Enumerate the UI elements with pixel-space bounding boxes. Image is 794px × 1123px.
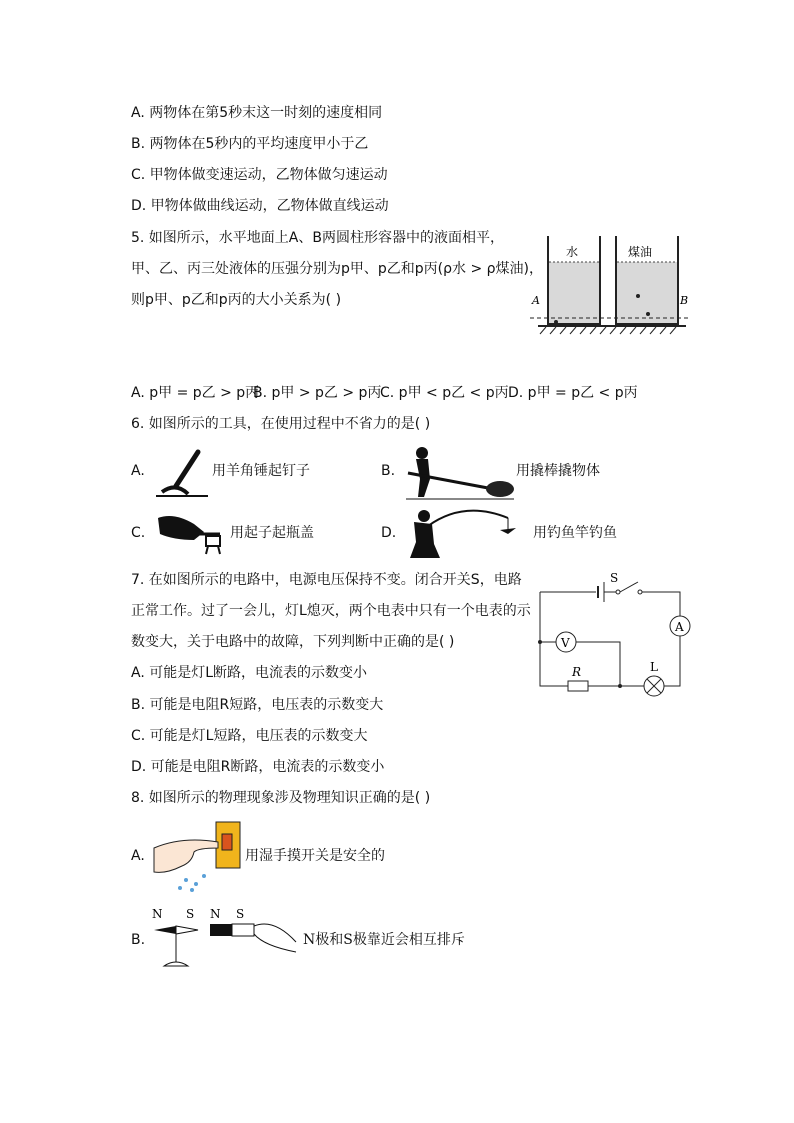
q8-a-text: 用湿手摸开关是安全的 [245, 848, 385, 864]
q6-a-letter: A. [131, 463, 145, 479]
q5-option-d: D. p甲 = p乙 < p丙 [508, 385, 638, 401]
q7-stem-line1: 7. 在如图所示的电路中，电源电压保持不变。闭合开关S，电路 [131, 572, 522, 588]
q6-c-text: 用起子起瓶盖 [230, 525, 314, 541]
q5-label-b: B [680, 294, 689, 307]
q8-label-n1: N [152, 907, 163, 921]
q7-label-r: R [572, 665, 582, 679]
q6-b-text: 用撬棒撬物体 [516, 463, 600, 479]
bottle-opener-image [154, 510, 228, 556]
q7-label-s: S [610, 571, 619, 585]
q7-stem-line3: 数变大，关于电路中的故障，下列判断中正确的是( ) [131, 634, 455, 650]
magnets-image [150, 906, 300, 970]
q6-d-letter: D. [381, 525, 397, 541]
q6-b-letter: B. [381, 463, 396, 479]
wet-hand-switch-image [152, 818, 244, 894]
q8-b-letter: B. [131, 932, 146, 948]
q4-option-c: C. 甲物体做变速运动，乙物体做匀速运动 [131, 167, 388, 183]
q7-option-c: C. 可能是灯L短路，电压表的示数变大 [131, 728, 368, 744]
fishing-rod-image [404, 504, 522, 562]
crowbar-image [404, 445, 516, 501]
q8-label-n2: N [210, 907, 221, 921]
q8-label-s1: S [186, 907, 195, 921]
hammer-image [154, 448, 210, 500]
q5-option-a: A. p甲 = p乙 > p丙 [131, 385, 260, 401]
q7-option-a: A. 可能是灯L断路，电流表的示数变小 [131, 665, 368, 681]
q5-option-c: C. p甲 < p乙 < p丙 [380, 385, 509, 401]
q7-circuit-diagram [532, 570, 698, 700]
q4-option-d: D. 甲物体做曲线运动，乙物体做直线运动 [131, 198, 389, 214]
q5-stem-line2: 甲、乙、丙三处液体的压强分别为p甲、p乙和p丙(ρ水 > ρ煤油)， [131, 261, 543, 277]
q6-stem: 6. 如图所示的工具，在使用过程中不省力的是( ) [131, 416, 431, 432]
q5-label-oil: 煤油 [628, 245, 653, 259]
q5-label-a: A [532, 294, 540, 307]
q8-label-s2: S [236, 907, 245, 921]
q6-d-text: 用钓鱼竿钓鱼 [533, 525, 617, 541]
q8-stem: 8. 如图所示的物理现象涉及物理知识正确的是( ) [131, 790, 431, 806]
q4-option-a: A. 两物体在第5秒末这一时刻的速度相同 [131, 105, 383, 121]
q7-option-d: D. 可能是电阻R断路，电流表的示数变小 [131, 759, 385, 775]
q5-option-b: B. p甲 > p乙 > p丙 [253, 385, 382, 401]
q7-label-ammeter: A [675, 620, 684, 634]
q7-label-voltmeter: V [561, 636, 570, 650]
q4-option-b: B. 两物体在5秒内的平均速度甲小于乙 [131, 136, 369, 152]
q7-label-l: L [650, 660, 658, 674]
q5-stem-line3: 则p甲、p乙和p丙的大小关系为( ) [131, 292, 342, 308]
q5-stem-line1: 5. 如图所示，水平地面上A、B两圆柱形容器中的液面相平， [131, 230, 504, 246]
q7-option-b: B. 可能是电阻R短路，电压表的示数变大 [131, 697, 384, 713]
q7-stem-line2: 正常工作。过了一会儿，灯L熄灭，两个电表中只有一个电表的示 [131, 603, 531, 619]
q8-a-letter: A. [131, 848, 145, 864]
q5-container-figure [528, 234, 694, 342]
q6-c-letter: C. [131, 525, 146, 541]
q8-b-text: N极和S极靠近会相互排斥 [303, 932, 465, 948]
q6-a-text: 用羊角锤起钉子 [212, 463, 310, 479]
q5-label-water: 水 [566, 245, 579, 259]
